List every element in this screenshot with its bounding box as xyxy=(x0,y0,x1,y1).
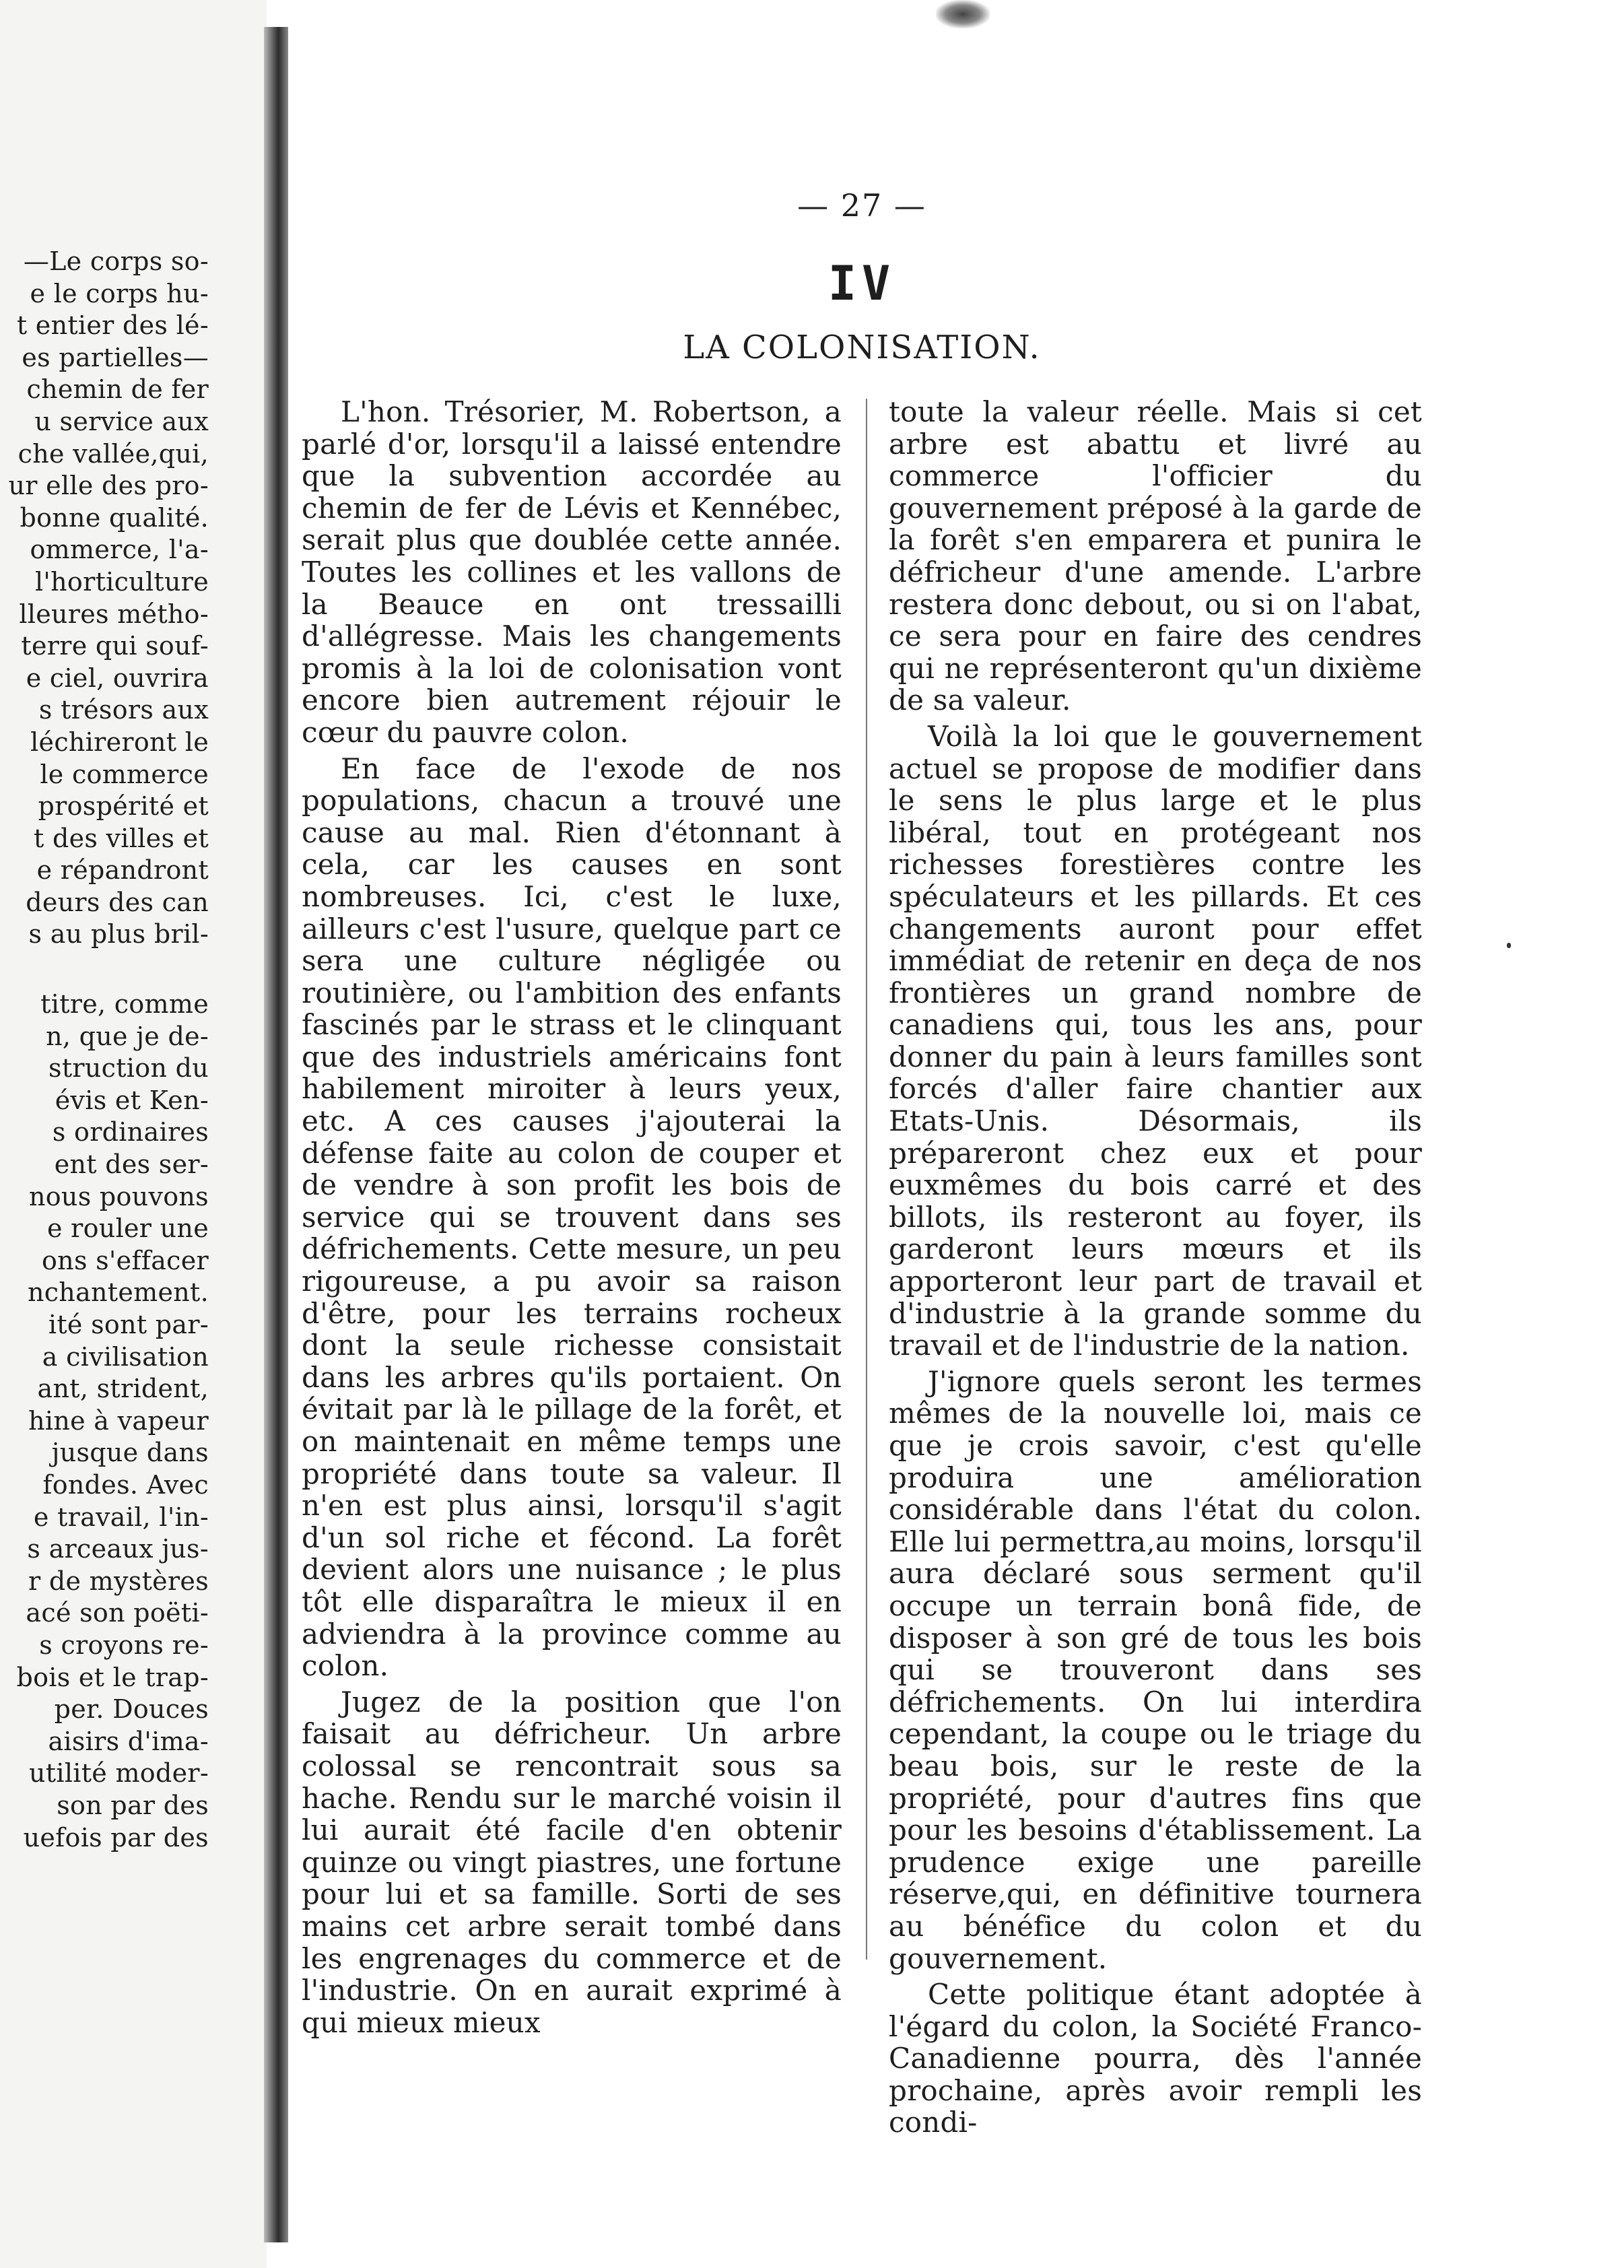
facing-page-line: e rouler une xyxy=(46,1213,209,1244)
facing-page-line: évis et Ken- xyxy=(55,1085,209,1115)
facing-page-line: ent des ser- xyxy=(54,1149,209,1180)
paragraph: toute la valeur réelle. Mais si cet arbre est abattu et livré au commerce l'officier du gouvernement préposé à la garde de la forêt s'en emparera et punira le défricheur d'une amende. L'arbre restera donc debout, ou si on l'abat, ce sera pour en faire des cendres qui ne représenteront qu'un dixième de sa valeur. xyxy=(889,395,1422,717)
book-gutter xyxy=(264,27,288,2242)
facing-page-line: son par des xyxy=(57,1790,209,1820)
facing-page-line: nous pouvons xyxy=(28,1181,209,1211)
facing-page-line: —Le corps so- xyxy=(23,246,209,276)
facing-page-line: ons s'effacer xyxy=(42,1245,209,1275)
facing-page-line: utilité moder- xyxy=(29,1758,209,1789)
facing-page-line xyxy=(0,951,209,989)
facing-page-line: ur elle des pro- xyxy=(8,471,209,501)
facing-page-line: terre qui souf- xyxy=(21,631,209,661)
facing-page-line: s croyons re- xyxy=(39,1630,209,1660)
facing-page-line: s trésors aux xyxy=(38,695,209,725)
facing-page-line: titre, comme xyxy=(40,989,209,1020)
facing-page-line: jusque dans xyxy=(51,1438,209,1468)
facing-page-line: fondes. Avec xyxy=(42,1469,209,1500)
facing-page-line: léchireront le xyxy=(30,727,209,757)
binding-shadow xyxy=(936,0,990,28)
facing-page-line: e le corps hu- xyxy=(30,278,209,308)
facing-page-line: t des villes et xyxy=(34,823,209,853)
column-divider xyxy=(866,399,867,1960)
chapter-title: LA COLONISATION. xyxy=(683,329,1041,366)
facing-page-line: bois et le trap- xyxy=(16,1662,209,1692)
facing-page-line: che vallée,qui, xyxy=(18,438,209,469)
text-column-left xyxy=(302,396,842,2038)
facing-page-line: e travail, l'in- xyxy=(33,1502,209,1532)
paragraph: Cette politique étant adoptée à l'égard du colon, la Société Franco-Canadienne pourra, dès l'année prochaine, après avoir rempli les condi- xyxy=(889,1978,1422,2139)
facing-page xyxy=(0,0,267,2268)
facing-page-line: chemin de fer xyxy=(26,374,209,405)
facing-page-line: s arceaux jus- xyxy=(27,1534,209,1564)
facing-page-line: uefois par des xyxy=(23,1822,209,1853)
facing-page-line: lleures métho- xyxy=(19,599,209,629)
facing-page-line: struction du xyxy=(48,1053,209,1083)
facing-page-line: t entier des lé- xyxy=(16,310,209,341)
facing-page-line: u service aux xyxy=(34,406,209,436)
facing-page-line: es partielles— xyxy=(22,342,209,372)
facing-page-line: prospérité et xyxy=(38,791,209,822)
chapter-numeral: IV xyxy=(827,256,896,311)
facing-page-line: r de mystères xyxy=(28,1566,209,1596)
facing-page-line: hine à vapeur xyxy=(28,1405,209,1436)
facing-page-line: acé son poëti- xyxy=(26,1598,209,1628)
page-number: — 27 — xyxy=(797,187,926,224)
facing-page-line: ité sont par- xyxy=(48,1310,209,1339)
facing-page-line: e ciel, ouvrira xyxy=(26,663,209,693)
facing-page-line: bonne qualité. xyxy=(20,502,209,533)
text-column-right xyxy=(889,396,1422,2139)
paragraph: Voilà la loi que le gouvernement actuel se propose de modifier dans le sens le plus large et le plus libéral, tout en protégeant nos richesses forestières contre les spéculateurs et les pillards. Et ces changements auront pour effet immédiat de retenir en deça de nos frontières un grand nombre de canadiens qui, tous les ans, pour donner du pain à leurs familles sont forcés d'aller faire chantier aux Etats-Unis. Désormais, ils prépareront chez eux et pour euxmêmes du bois carré et des billots, ils resteront au foyer, ils garderont leurs mœurs et ils apporteront leur part de travail et d'industrie à la grande somme du travail et de l'industrie de la nation. xyxy=(889,719,1422,1362)
facing-page-line: n, que je de- xyxy=(46,1021,209,1051)
paragraph: Jugez de la position que l'on faisait au défricheur. Un arbre colossal se rencontrait sous sa hache. Rendu sur le marché voisin il lui aurait été facile d'en obtenir quinze ou vingt piastres, une fortune pour lui et sa famille. Sorti de ses mains cet arbre serait tombé dans les engrenages du commerce et de l'industrie. On en aurait exprimé à qui mieux mieux xyxy=(302,1685,842,2039)
facing-page-line: l'horticulture xyxy=(34,566,209,597)
facing-page-line: e répandront xyxy=(36,855,209,886)
paragraph: L'hon. Trésorier, M. Robertson, a parlé d'or, lorsqu'il a laissé entendre que la subvention accordée au chemin de fer de Lévis et Kennébec, serait plus que doublée cette année. Toutes les collines et les vallons de la Beauce en ont tressailli d'allégresse. Mais les changements promis à la loi de colonisation vont encore bien autrement réjouir le cœur du pauvre colon. xyxy=(302,395,842,749)
facing-page-line: ant, strident, xyxy=(37,1374,209,1404)
facing-page-line: aisirs d'ima- xyxy=(48,1726,209,1756)
facing-page-text xyxy=(0,246,209,1854)
facing-page-line: per. Douces xyxy=(54,1694,209,1725)
ink-speck xyxy=(1507,943,1511,948)
paragraph: J'ignore quels seront les termes mêmes de la nouvelle loi, mais ce que je crois savoir, c'est qu'elle produira une amélioration considérable dans l'état du colon. Elle lui permettra,au moins, lorsqu'il aura déclaré sous serment qu'il occupe un terrain bonâ fide, de disposer à son gré de tous les bois qui se trouveront dans ses défrichements. On lui interdira cependant, la coupe ou le triage du beau bois, sur le reste de la propriété, pour d'autres fins que pour les besoins d'établissement. La prudence exige une pareille réserve,qui, en définitive tournera au bénéfice du colon et du gouvernement. xyxy=(889,1364,1422,1975)
facing-page-line: a civilisation xyxy=(42,1341,209,1372)
facing-page-line: s ordinaires xyxy=(52,1117,209,1147)
facing-page-line: ommerce, l'a- xyxy=(30,535,209,565)
facing-page-line: deurs des can xyxy=(26,887,209,917)
facing-page-line: nchantement. xyxy=(27,1277,209,1308)
facing-page-line: le commerce xyxy=(40,759,209,789)
facing-page-line: s au plus bril- xyxy=(28,919,209,949)
paragraph: En face de l'exode de nos populations, chacun a trouvé une cause au mal. Rien d'étonnant à cela, car les causes en sont nombreuses. Ici, c'est le luxe, ailleurs c'est l'usure, quelque part ce sera une culture négligée ou routinière, ou l'ambition des enfants fascinés par le strass et le clinquant que des industriels américains font habilement miroiter à leurs yeux, etc. A ces causes j'ajouterai la défense faite au colon de couper et de vendre à son profit les bois de service qui se trouvent dans ses défrichements. Cette mesure, un peu rigoureuse, a pu avoir sa raison d'être, pour les terrains rocheux dont la seule richesse consistait dans les arbres qu'ils portaient. On évitait par là le pillage de la forêt, et on maintenait en même temps une propriété dans toute sa valeur. Il n'en est plus ainsi, lorsqu'il s'agit d'un sol riche et fécond. La forêt devient alors une nuisance ; le plus tôt elle disparaîtra le mieux il en adviendra à la province comme au colon. xyxy=(302,752,842,1683)
